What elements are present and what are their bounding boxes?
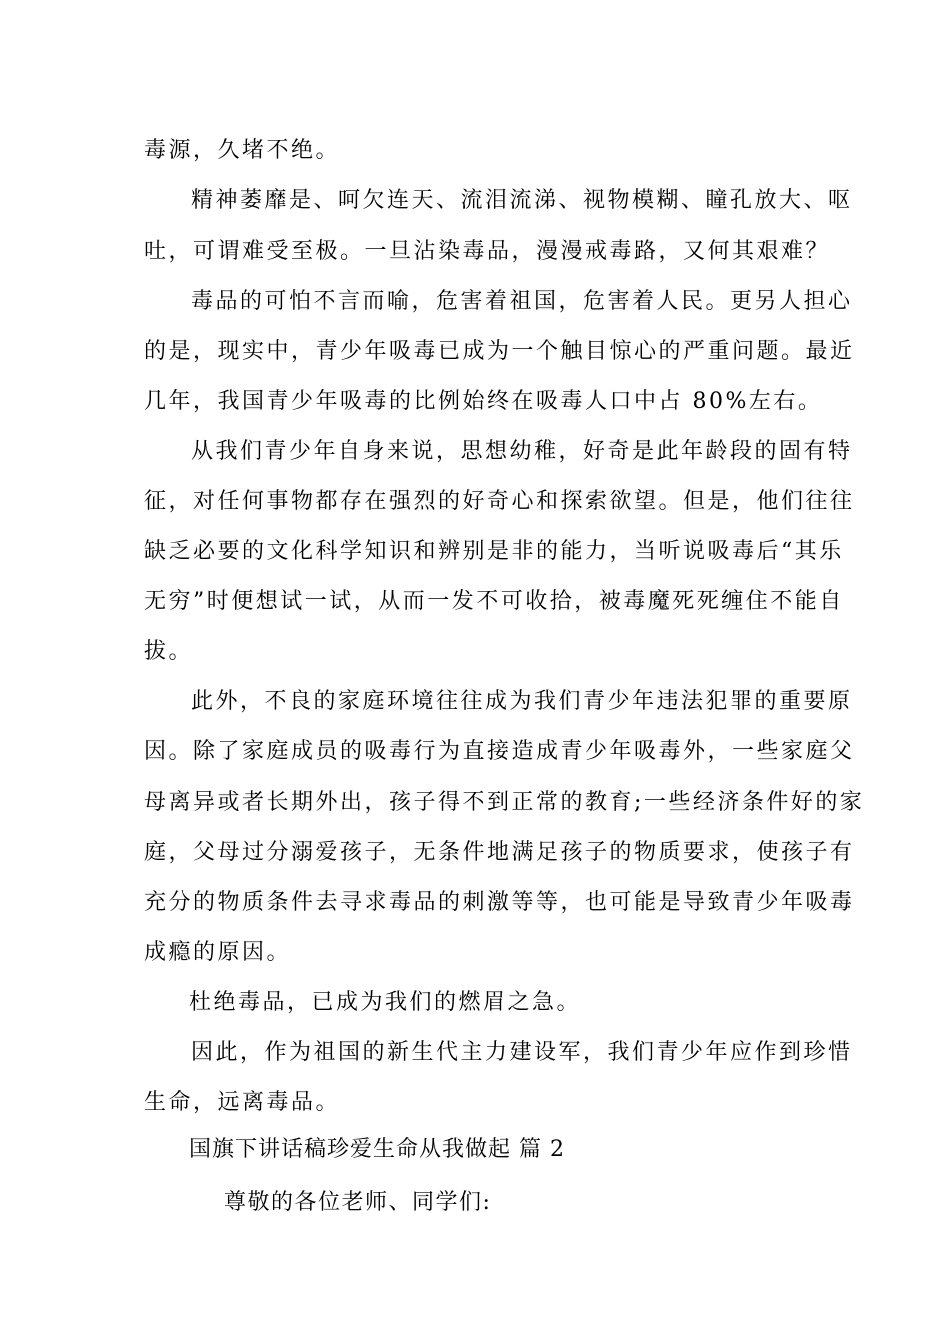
text-line: 此外，不良的家庭环境往往成为我们青少年违法犯罪的重要原 [191,689,853,714]
text-line: 几年，我国青少年吸毒的比例始终在吸毒人口中占 80%左右。 [144,389,823,414]
text-line: 征，对任何事物都存在强烈的好奇心和探索欲望。但是，他们往往 [144,489,855,514]
text-line: 精神萎靡是、呵欠连天、流泪流涕、视物模糊、瞳孔放大、呕 [191,188,853,213]
text-line: 拔。 [144,639,194,664]
text-line: 庭，父母过分溺爱孩子，无条件地满足孩子的物质要求，使孩子有 [144,840,855,865]
text-line: 无穷”时便想试一试，从而一发不可收拾，被毒魔死死缠住不能自 [144,589,844,614]
text-line: 因此，作为祖国的新生代主力建设军，我们青少年应作到珍惜 [191,1040,853,1065]
text-line: 生命，远离毒品。 [144,1090,341,1115]
text-line: 杜绝毒品，已成为我们的燃眉之急。 [189,990,582,1015]
text-line: 毒品的可怕不言而喻，危害着祖国，危害着人民。更另人担心 [191,289,853,314]
text-line: 母离异或者长期外出，孩子得不到正常的教育;一些经济条件好的家 [144,790,865,815]
text-line: 充分的物质条件去寻求毒品的刺激等等，也可能是导致青少年吸毒 [144,890,855,915]
text-line: 因。除了家庭成员的吸毒行为直接造成青少年吸毒外，一些家庭父 [144,739,855,764]
section-heading: 国旗下讲话稿珍爱生命从我做起 篇 2 [189,1137,565,1162]
text-line: 成瘾的原因。 [144,940,292,965]
salutation: 尊敬的各位老师、同学们: [224,1190,492,1215]
text-line: 毒源，久堵不绝。 [144,138,341,163]
text-line: 吐，可谓难受至极。一旦沾染毒品，漫漫戒毒路，又何其艰难？ [144,239,831,264]
text-line: 缺乏必要的文化科学知识和辨别是非的能力，当听说吸毒后“其乐 [144,539,844,564]
text-line: 从我们青少年自身来说，思想幼稚，好奇是此年龄段的固有特 [191,439,853,464]
text-line: 的是，现实中，青少年吸毒已成为一个触目惊心的严重问题。最近 [144,339,855,364]
